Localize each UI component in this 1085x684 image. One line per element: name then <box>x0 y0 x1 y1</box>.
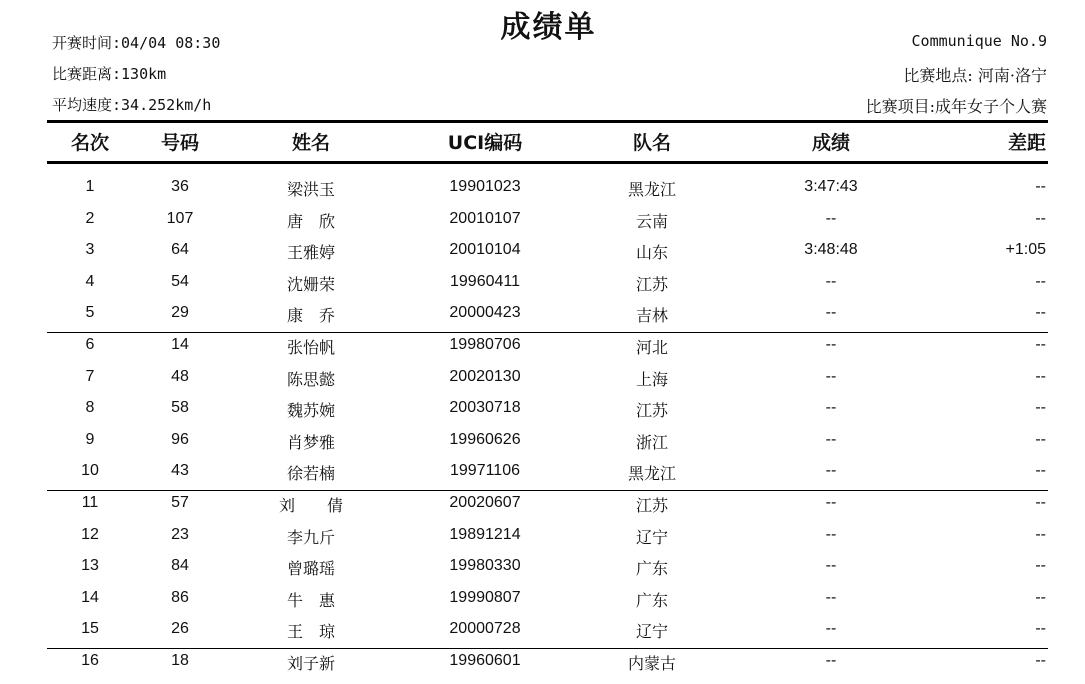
cell-name: 曾璐瑶 <box>286 559 336 579</box>
cell-gap: -- <box>1035 430 1046 448</box>
cell-result: -- <box>825 430 837 448</box>
cell-name: 魏苏婉 <box>286 401 336 421</box>
cell-name: 刘子新 <box>286 654 336 673</box>
cell-team: 山东 <box>635 243 669 263</box>
table-top-rule <box>47 120 1048 123</box>
cell-bib: 23 <box>171 525 189 543</box>
table-row <box>0 585 1085 616</box>
table-row <box>0 237 1085 268</box>
cell-bib: 54 <box>171 272 189 290</box>
cell-uci: 20010104 <box>449 241 521 259</box>
cell-gap: -- <box>1035 399 1046 417</box>
table-row <box>0 300 1085 331</box>
cell-rank: 2 <box>85 209 95 227</box>
cell-name: 王 琼 <box>286 622 336 642</box>
cell-team: 河北 <box>635 338 669 357</box>
table-row <box>0 332 1085 363</box>
cell-uci: 19960626 <box>449 430 521 448</box>
cell-gap: -- <box>1035 494 1046 511</box>
cell-name: 梁洪玉 <box>286 180 336 199</box>
cell-bib: 86 <box>171 588 189 606</box>
cell-bib: 14 <box>171 336 189 353</box>
cell-bib: 26 <box>171 620 189 638</box>
cell-result: -- <box>825 336 837 353</box>
cell-gap: -- <box>1035 557 1046 575</box>
cell-uci: 20000728 <box>449 620 521 638</box>
cell-rank: 16 <box>81 652 99 669</box>
cell-bib: 36 <box>171 178 189 195</box>
cell-team: 黑龙江 <box>627 464 677 484</box>
table-row <box>0 395 1085 426</box>
cell-name: 陈思懿 <box>286 369 336 389</box>
cell-gap: +1:05 <box>1005 241 1046 259</box>
cell-team: 黑龙江 <box>627 180 677 199</box>
cell-result: -- <box>825 399 837 417</box>
cell-team: 广东 <box>635 590 669 610</box>
header-bottom-rule <box>47 161 1048 164</box>
cell-rank: 12 <box>81 525 99 543</box>
cell-uci: 19980706 <box>449 336 521 353</box>
cell-gap: -- <box>1035 304 1046 322</box>
cell-name: 张怡帆 <box>286 338 336 357</box>
cell-result: -- <box>825 557 837 575</box>
cell-bib: 84 <box>171 557 189 575</box>
cell-name: 徐若楠 <box>286 464 336 484</box>
header-uci: UCI编码 <box>447 132 523 154</box>
race-venue: 比赛地点: 河南·洛宁 <box>903 66 1047 85</box>
cell-name: 刘 倩 <box>278 496 344 515</box>
cell-team: 广东 <box>635 559 669 579</box>
cell-uci: 19971106 <box>450 462 520 480</box>
cell-name: 牛 惠 <box>286 590 336 610</box>
cell-team: 辽宁 <box>635 527 669 547</box>
cell-rank: 9 <box>85 430 95 448</box>
cell-uci: 19901023 <box>449 178 521 195</box>
cell-result: 3:47:43 <box>804 178 858 195</box>
cell-team: 浙江 <box>635 432 669 452</box>
cell-rank: 13 <box>81 557 99 575</box>
table-row <box>0 490 1085 521</box>
event-name: 比赛项目:成年女子个人赛 <box>865 97 1047 116</box>
cell-result: -- <box>825 652 837 669</box>
cell-rank: 4 <box>85 272 95 290</box>
cell-result: -- <box>825 304 837 322</box>
cell-result: -- <box>825 494 837 511</box>
average-speed: 平均速度:34.252km/h <box>52 96 212 114</box>
cell-result: -- <box>825 525 837 543</box>
cell-team: 江苏 <box>635 274 669 294</box>
header-team: 队名 <box>632 132 672 154</box>
cell-team: 云南 <box>635 211 669 231</box>
cell-uci: 20030718 <box>449 399 521 417</box>
cell-bib: 57 <box>171 494 189 511</box>
cell-rank: 15 <box>81 620 99 638</box>
cell-bib: 29 <box>171 304 189 322</box>
cell-gap: -- <box>1035 367 1046 385</box>
cell-result: -- <box>825 620 837 638</box>
communique-number: Communique No.9 <box>911 32 1047 50</box>
cell-bib: 107 <box>166 209 194 227</box>
cell-gap: -- <box>1035 588 1046 606</box>
cell-result: 3:48:48 <box>804 241 858 259</box>
document-title: 成绩单 <box>500 10 597 45</box>
cell-rank: 6 <box>85 336 95 353</box>
cell-gap: -- <box>1035 336 1046 353</box>
cell-bib: 96 <box>171 430 189 448</box>
cell-uci: 20020607 <box>449 494 521 511</box>
table-row <box>0 616 1085 647</box>
cell-rank: 1 <box>85 178 95 195</box>
cell-gap: -- <box>1035 178 1046 195</box>
table-row <box>0 458 1085 489</box>
cell-name: 李九斤 <box>286 527 336 547</box>
cell-uci: 20000423 <box>449 304 521 322</box>
cell-rank: 8 <box>85 399 95 417</box>
cell-gap: -- <box>1035 272 1046 290</box>
header-gap: 差距 <box>1007 132 1046 154</box>
cell-rank: 5 <box>85 304 95 322</box>
header-result: 成绩 <box>811 132 851 154</box>
cell-rank: 7 <box>85 367 95 385</box>
cell-gap: -- <box>1035 209 1046 227</box>
cell-team: 上海 <box>635 369 669 389</box>
cell-team: 辽宁 <box>635 622 669 642</box>
cell-uci: 19980330 <box>449 557 521 575</box>
cell-bib: 43 <box>171 462 189 480</box>
cell-rank: 10 <box>81 462 99 480</box>
cell-uci: 19960601 <box>449 652 521 669</box>
cell-bib: 48 <box>171 367 189 385</box>
table-row <box>0 427 1085 458</box>
header-bib: 号码 <box>160 132 200 154</box>
cell-bib: 64 <box>171 241 189 259</box>
cell-team: 内蒙古 <box>627 654 677 673</box>
cell-name: 肖梦雅 <box>286 432 336 452</box>
cell-team: 吉林 <box>635 306 669 326</box>
cell-result: -- <box>825 588 837 606</box>
cell-uci: 20020130 <box>449 367 521 385</box>
cell-name: 王雅婷 <box>286 243 336 263</box>
cell-uci: 19891214 <box>449 525 521 543</box>
table-row <box>0 174 1085 205</box>
cell-gap: -- <box>1035 620 1046 638</box>
cell-name: 沈姗荣 <box>286 274 336 294</box>
cell-team: 江苏 <box>635 496 669 515</box>
cell-gap: -- <box>1035 652 1046 669</box>
cell-gap: -- <box>1035 525 1046 543</box>
header-rank: 名次 <box>70 132 110 154</box>
cell-uci: 19990807 <box>449 588 521 606</box>
cell-rank: 3 <box>85 241 95 259</box>
table-row <box>0 648 1085 679</box>
cell-result: -- <box>825 272 837 290</box>
race-distance: 比赛距离:130km <box>52 65 167 83</box>
table-row <box>0 364 1085 395</box>
cell-name: 唐 欣 <box>286 211 336 231</box>
table-row <box>0 522 1085 553</box>
table-row <box>0 553 1085 584</box>
cell-uci: 19960411 <box>450 272 520 290</box>
cell-result: -- <box>825 209 837 227</box>
cell-rank: 14 <box>81 588 99 606</box>
table-row <box>0 206 1085 237</box>
cell-rank: 11 <box>81 494 99 511</box>
cell-bib: 18 <box>171 652 189 669</box>
cell-team: 江苏 <box>635 401 669 421</box>
start-time: 开赛时间:04/04 08:30 <box>52 34 221 52</box>
header-name: 姓名 <box>291 132 331 154</box>
table-row <box>0 269 1085 300</box>
cell-result: -- <box>825 367 837 385</box>
cell-bib: 58 <box>171 399 189 417</box>
cell-name: 康 乔 <box>286 306 336 326</box>
cell-result: -- <box>825 462 837 480</box>
cell-uci: 20010107 <box>449 209 521 227</box>
cell-gap: -- <box>1035 462 1046 480</box>
